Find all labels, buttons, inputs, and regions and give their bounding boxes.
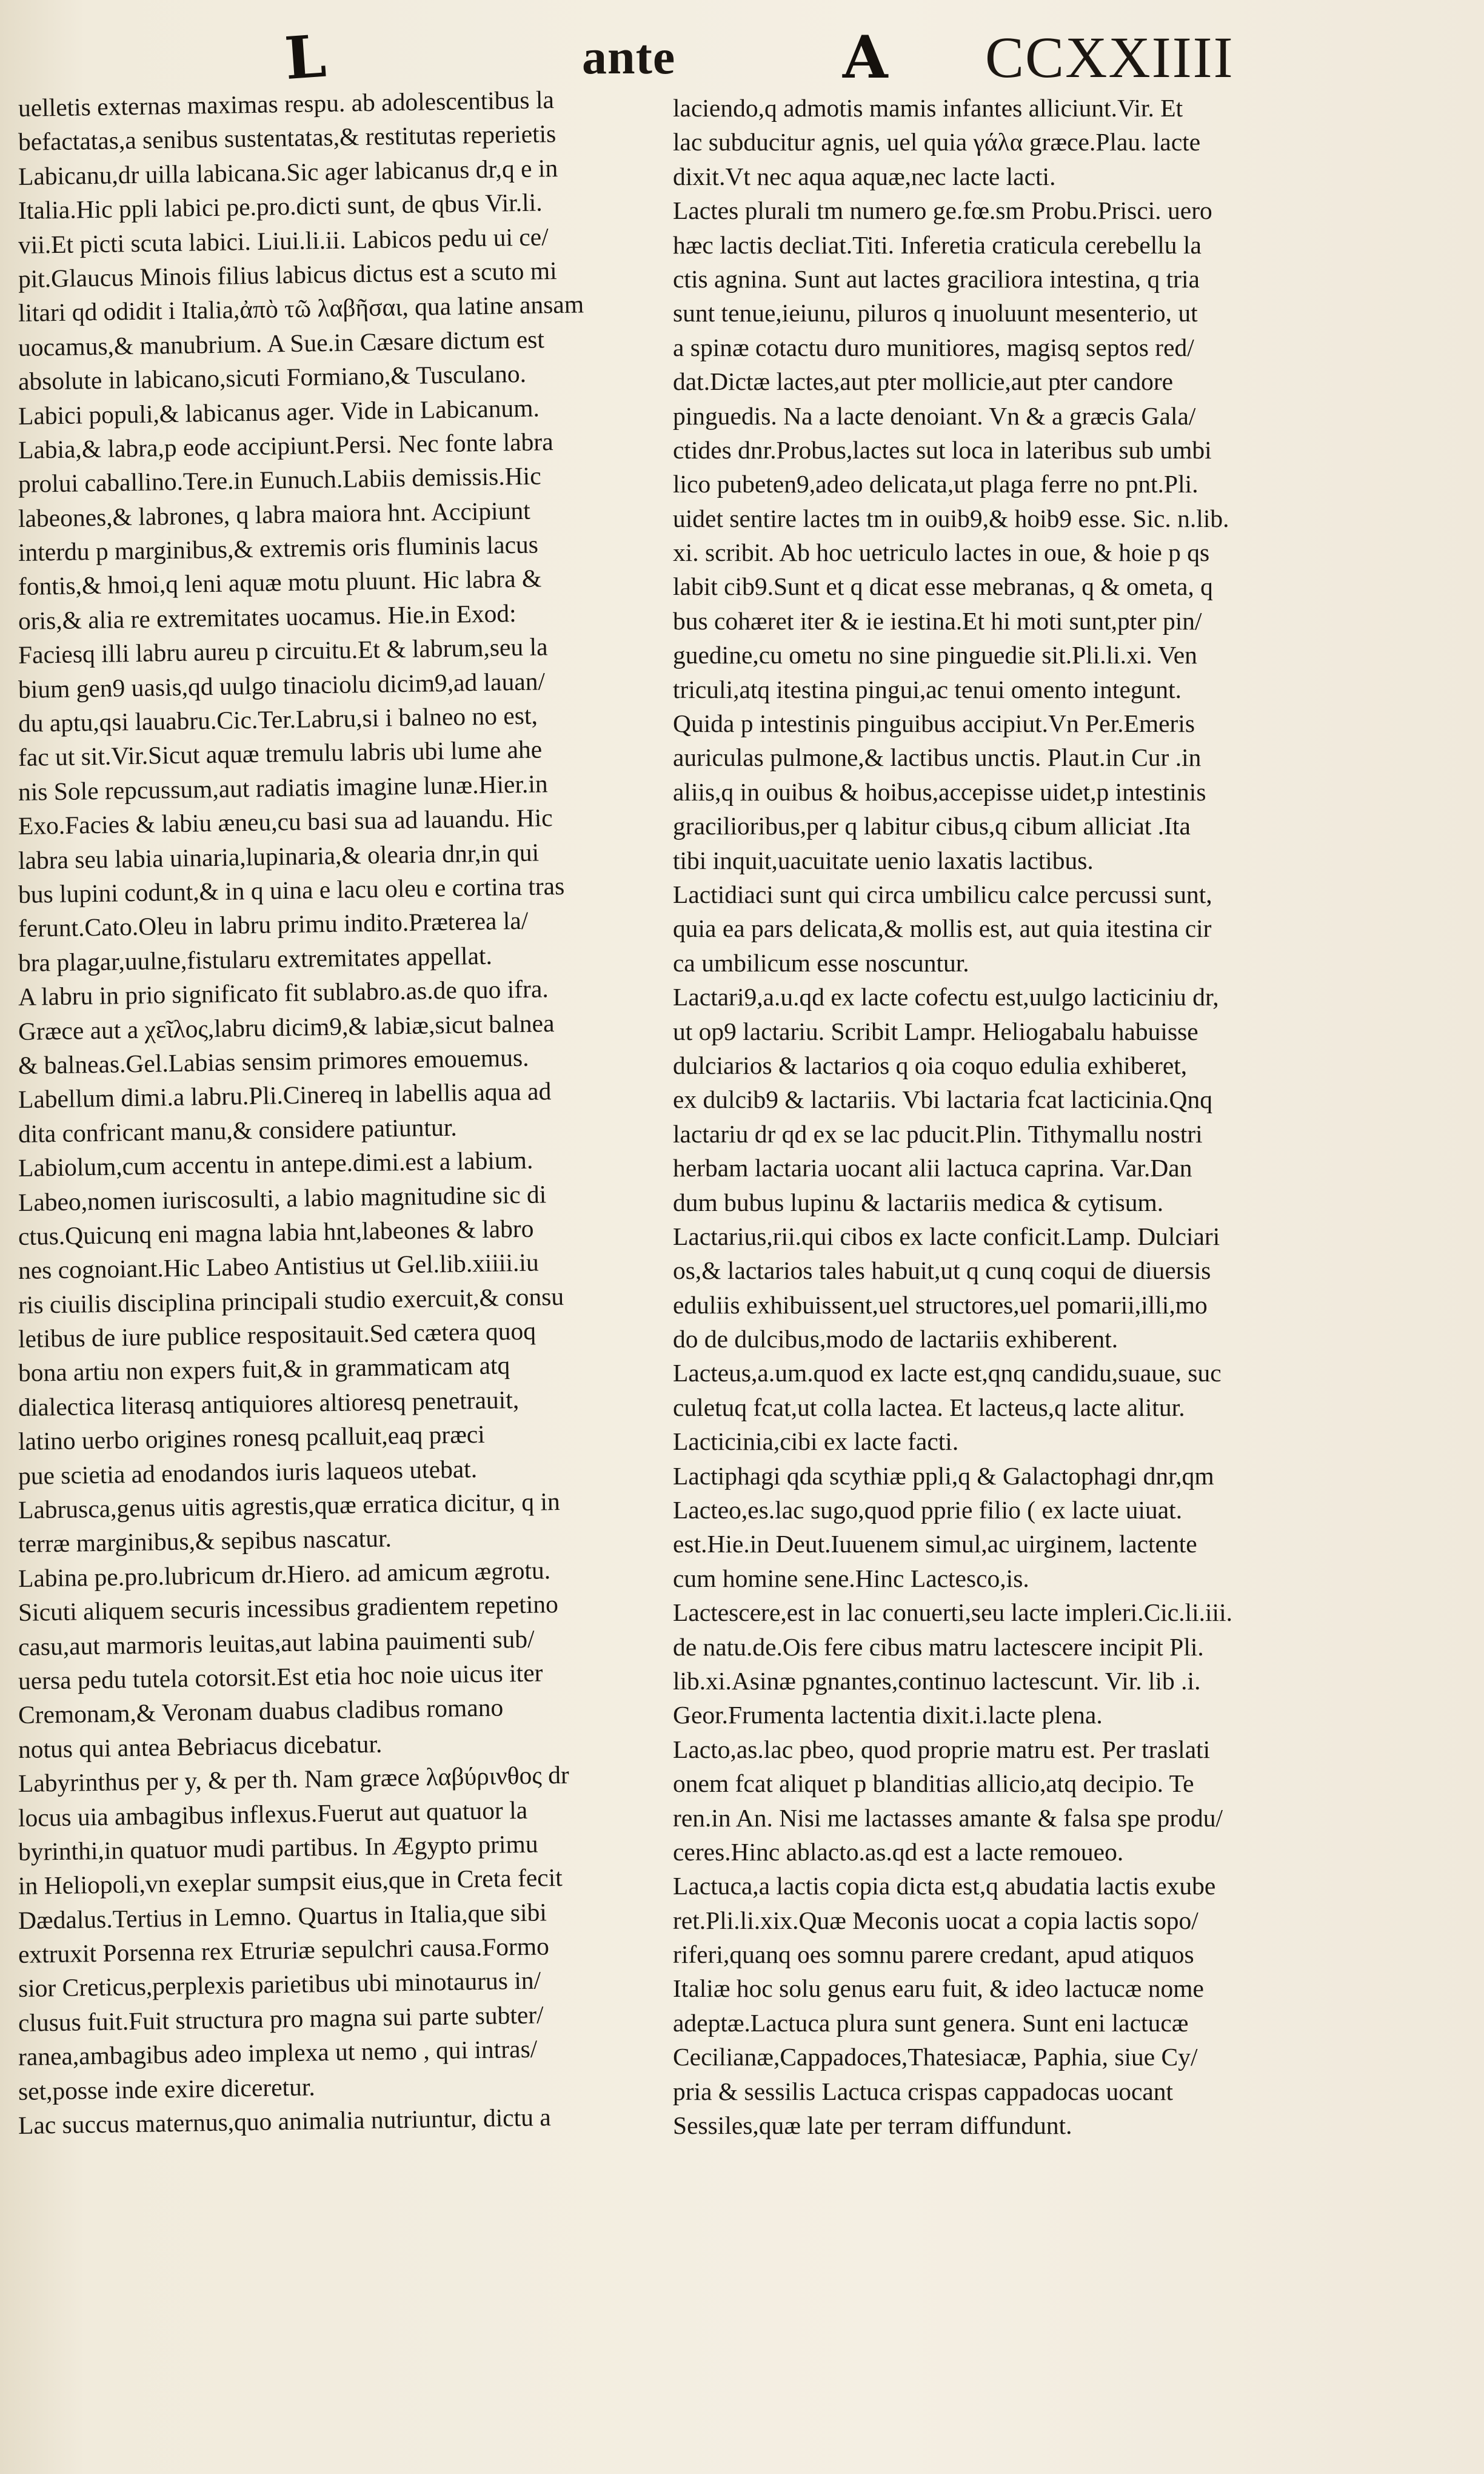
text-line: do de dulcibus,modo de lactariis exhiberent.	[673, 1325, 1118, 1353]
text-line: Exo.Facies & labiu æneu,cu basi sua ad lauandu. Hic	[18, 803, 553, 840]
text-line: Quida p intestinis pinguibus accipiut.Vn Per.Emeris	[673, 709, 1195, 738]
text-line: cum homine sene.Hinc Lactesco,is.	[673, 1564, 1029, 1592]
text-line: Lactes plurali tm numero ge.fœ.sm Probu.Prisci. uero	[673, 196, 1212, 225]
text-line: lico pubeten9,adeo delicata,ut plaga ferre no pnt.Pli.	[673, 470, 1198, 498]
text-line: ris ciuilis disciplina principali studio exercuit,& consu	[18, 1282, 564, 1319]
text-line: dum bubus lupinu & lactariis medica & cytisum.	[673, 1188, 1164, 1216]
text-line: dat.Dictæ lactes,aut pter mollicie,aut pter candore	[673, 367, 1174, 396]
text-line: Labia,& labra,p eode accipiunt.Persi. Nec fonte labra	[18, 427, 553, 464]
text-line: Labici populi,& labicanus ager. Vide in Labicanum.	[18, 394, 540, 430]
text-line: befactatas,a senibus sustentatas,& restitutas reperietis	[18, 119, 556, 156]
text-line: sunt tenue,ieiunu, piluros q inuoluunt mesenterio, ut	[673, 299, 1198, 327]
text-line: xi. scribit. Ab hoc uetriculo lactes in oue, & hoie p qs	[673, 538, 1210, 567]
text-line: Labiolum,cum accentu in antepe.dimi.est a labium.	[18, 1145, 533, 1182]
text-line: Lacteus,a.um.quod ex lacte est,qnq candidu,suaue, suc	[673, 1359, 1222, 1387]
text-line: Dædalus.Tertius in Lemno. Quartus in Italia,que sibi	[18, 1898, 547, 1934]
text-line: adeptæ.Lactuca plura sunt genera. Sunt eni lactucæ	[673, 2008, 1189, 2037]
text-line: fontis,& hmoi,q leni aquæ motu pluunt. Hic labra &	[18, 564, 542, 601]
text-line: Labellum dimi.a labru.Pli.Cinereq in labellis aqua ad	[18, 1077, 552, 1114]
text-line: clusus fuit.Fuit structura pro magna sui parte subter/	[18, 2000, 544, 2037]
header-word: ante	[582, 29, 676, 84]
header-right-letter: A	[843, 23, 888, 92]
left-text-column	[18, 85, 649, 2142]
text-line: auriculas pulmone,& lactibus unctis. Plaut.in Cur .in	[673, 743, 1202, 772]
text-line: Lactarius,rii.qui cibos ex lacte conficit.Lamp. Dulciari	[673, 1222, 1220, 1250]
text-line: labit cib9.Sunt et q dicat esse mebranas, q & ometa, q	[673, 572, 1213, 601]
text-line: litari qd odidit i Italia,ἀπὸ τῶ λαβῆσαι, qua latine ansam	[18, 290, 584, 327]
text-line: hæc lactis decliat.Titi. Inferetia craticula cerebellu la	[673, 230, 1202, 259]
text-line: Lacteo,es.lac sugo,quod pprie filio ( ex lacte uiuat.	[673, 1496, 1183, 1524]
text-line: gracilioribus,per q labitur cibus,q cibum alliciat .Ita	[673, 812, 1191, 840]
text-line: pue scietia ad enodandos iuris laqueos utebat.	[18, 1454, 478, 1490]
text-line: vii.Et picti scuta labici. Liui.li.ii. Labicos pedu ui ce/	[18, 222, 549, 259]
text-line: labeones,& labrones, q labra maiora hnt. Accipiunt	[18, 496, 530, 532]
text-line: ren.in An. Nisi me lactasses amante & falsa spe produ/	[673, 1803, 1223, 1832]
text-line: & balneas.Gel.Labias sensim primores emouemus.	[18, 1043, 529, 1079]
text-line: ctides dnr.Probus,lactes sut loca in lateribus sub umbi	[673, 435, 1212, 464]
text-line: ceres.Hinc ablacto.as.qd est a lacte remoueo.	[673, 1837, 1124, 1866]
text-line: absolute in labicano,sicuti Formiano,& Tusculano.	[18, 359, 527, 396]
text-line: Sessiles,quæ late per terram diffundunt.	[673, 2111, 1072, 2140]
text-line: onem fcat aliquet p blanditias allicio,atq decipio. Te	[673, 1769, 1194, 1798]
text-line: ferunt.Cato.Oleu in labru primu indito.Præterea la/	[18, 907, 529, 943]
text-line: Cremonam,& Veronam duabus cladibus romano	[18, 1693, 504, 1729]
text-line: Labina pe.pro.lubricum dr.Hiero. ad amicum ægrotu.	[18, 1556, 551, 1592]
text-line: bium gen9 uasis,qd uulgo tinaciolu dicim9,ad lauan/	[18, 666, 546, 703]
text-line: pinguedis. Na a lacte denoiant. Vn & a græcis Gala/	[673, 401, 1196, 430]
text-line: locus uia ambagibus inflexus.Fuerut aut quatuor la	[18, 1795, 528, 1832]
text-line: ctus.Quicunq eni magna labia hnt,labeones & labro	[18, 1214, 534, 1250]
text-line: Græce aut a χεῖλος,labru dicim9,& labiæ,sicut balnea	[18, 1008, 555, 1045]
text-line: byrinthi,in quatuor mudi partibus. In Ægypto primu	[18, 1829, 538, 1866]
text-line: ut op9 lactariu. Scribit Lampr. Heliogabalu habuisse	[673, 1017, 1198, 1045]
text-line: Faciesq illi labru aureu p circuitu.Et & labrum,seu la	[18, 632, 548, 669]
text-line: tibi inquit,uacuitate uenio laxatis lactibus.	[673, 846, 1094, 874]
text-line: bus lupini codunt,& in q uina e lacu oleu e cortina tras	[18, 871, 565, 908]
text-line: Cecilianæ,Cappadoces,Thatesiacæ, Paphia, siue Cy/	[673, 2043, 1198, 2071]
text-line: bona artiu non expers fuit,& in grammaticam atq	[18, 1351, 510, 1387]
text-line: fac ut sit.Vir.Sicut aquæ tremulu labris ubi lume ahe	[18, 735, 543, 772]
text-line: eduliis exhibuissent,uel structores,uel pomarii,illi,mo	[673, 1290, 1208, 1319]
text-line: Labrusca,genus uitis agrestis,quæ erratica dicitur, q in	[18, 1487, 561, 1524]
text-line: dialectica literasq antiquiores altioresq penetrauit,	[18, 1385, 520, 1421]
text-line: ret.Pli.li.xix.Quæ Meconis uocat a copia lactis sopo/	[673, 1906, 1198, 1934]
text-line: uelletis externas maximas respu. ab adolescentibus la	[18, 85, 555, 122]
text-line: lactariu dr qd ex se lac pducit.Plin. Tithymallu nostri	[673, 1119, 1203, 1148]
text-line: Lactidiaci sunt qui circa umbilicu calce percussi sunt,	[673, 880, 1212, 908]
text-line: Italiæ hoc solu genus earu fuit, & ideo lactucæ nome	[673, 1974, 1204, 2003]
text-line: quia ea pars delicata,& mollis est, aut quia itestina cir	[673, 914, 1212, 943]
running-header	[0, 18, 1484, 91]
text-line: laciendo,q admotis mamis infantes alliciunt.Vir. Et	[673, 94, 1183, 122]
text-line: oris,& alia re extremitates uocamus. Hie.in Exod:	[18, 598, 516, 635]
header-left-letter: L	[282, 21, 329, 93]
text-line: Sicuti aliquem securis incessibus gradientem repetino	[18, 1590, 559, 1627]
text-line: Lactari9,a.u.qd ex lacte cofectu est,uulgo lacticiniu dr,	[673, 983, 1219, 1011]
text-line: Italia.Hic ppli labici pe.pro.dicti sunt, de qbus Vir.li.	[18, 188, 543, 225]
text-line: extruxit Porsenna rex Etruriæ sepulchri causa.Formo	[18, 1932, 550, 1969]
text-line: dixit.Vt nec aqua aquæ,nec lacte lacti.	[673, 162, 1056, 190]
text-line: guedine,cu ometu no sine pinguedie sit.Pli.li.xi. Ven	[673, 641, 1197, 669]
text-line: uersa pedu tutela cotorsit.Est etia hoc noie uicus iter	[18, 1658, 543, 1695]
right-text-column	[673, 91, 1334, 2142]
text-line: lac subducitur agnis, uel quia γάλα græce.Plau. lacte	[673, 128, 1201, 156]
text-line: uocamus,& manubrium. A Sue.in Cæsare dictum est	[18, 325, 545, 361]
text-line: Lacticinia,cibi ex lacte facti.	[673, 1427, 959, 1456]
text-line: sior Creticus,perplexis parietibus ubi minotaurus in/	[18, 1966, 541, 2003]
text-line: latino uerbo origines ronesq pcalluit,eaq præci	[18, 1420, 486, 1456]
text-line: terræ marginibus,& sepibus nascatur.	[18, 1524, 392, 1558]
text-line: lib.xi.Asinæ pgnantes,continuo lactescunt. Vir. lib .i.	[673, 1666, 1201, 1695]
text-line: du aptu,qsi lauabru.Cic.Ter.Labru,si i balneo no est,	[18, 701, 538, 738]
text-line: Geor.Frumenta lactentia dixit.i.lacte plena.	[673, 1701, 1103, 1729]
text-line: pit.Glaucus Minois filius labicus dictus est a scuto mi	[18, 256, 557, 293]
text-line: A labru in prio significato fit sublabro.as.de quo ifra.	[18, 974, 549, 1011]
text-line: ctis agnina. Sunt aut lactes graciliora intestina, q tria	[673, 264, 1200, 293]
text-line: os,& lactarios tales habuit,ut q cunq coqui de diuersis	[673, 1256, 1211, 1285]
text-line: in Heliopoli,vn exeplar sumpsit eius,que in Creta fecit	[18, 1863, 563, 1900]
text-line: Labyrinthus per y, & per th. Nam græce λαβύρινθος dr	[18, 1760, 570, 1798]
text-line: pria & sessilis Lactuca crispas cappadocas uocant	[673, 2077, 1174, 2105]
text-line: Lactiphagi qda scythiæ ppli,q & Galactophagi dnr,qm	[673, 1461, 1214, 1490]
text-line: prolui caballino.Tere.in Eunuch.Labiis demissis.Hic	[18, 461, 541, 498]
text-line: riferi,quanq oes somnu parere credant, apud atiquos	[673, 1940, 1194, 1969]
text-line: labra seu labia uinaria,lupinaria,& olearia dnr,in qui	[18, 838, 540, 874]
text-line: herbam lactaria uocant alii lactuca caprina. Var.Dan	[673, 1154, 1192, 1182]
text-line: nes cognoiant.Hic Labeo Antistius ut Gel.lib.xiiii.iu	[18, 1248, 539, 1285]
text-line: ca umbilicum esse noscuntur.	[673, 948, 969, 977]
text-line: culetuq fcat,ut colla lactea. Et lacteus,q lacte alitur.	[673, 1393, 1185, 1421]
folio-number: CCXXIIII	[985, 25, 1234, 90]
text-line: est.Hie.in Deut.Iuuenem simul,ac uirginem, lactente	[673, 1530, 1197, 1558]
text-line: notus qui antea Bebriacus dicebatur.	[18, 1729, 383, 1763]
text-line: casu,aut marmoris leuitas,aut labina pauimenti sub/	[18, 1624, 535, 1661]
text-line: bra plagar,uulne,fistularu extremitates appellat.	[18, 941, 493, 977]
text-line: a spinæ cotactu duro munitiores, magisq septos red/	[673, 333, 1194, 361]
text-line: Labicanu,dr uilla labicana.Sic ager labicanus dr,q e in	[18, 153, 558, 190]
text-line: dita confricant manu,& considere patiuntur.	[18, 1113, 457, 1148]
text-line: interdu p marginibus,& extremis oris fluminis lacus	[18, 530, 539, 567]
text-line: ranea,ambagibus adeo implexa ut nemo , qui intras/	[18, 2034, 538, 2071]
text-line: Lactescere,est in lac conuerti,seu lacte impleri.Cic.li.iii.	[673, 1598, 1232, 1627]
text-line: uidet sentire lactes tm in ouib9,& hoib9 esse. Sic. n.lib.	[673, 504, 1229, 532]
text-line: Lactuca,a lactis copia dicta est,q abudatia lactis exube	[673, 1872, 1216, 1900]
text-line: Lacto,as.lac pbeo, quod proprie matru est. Per traslati	[673, 1735, 1211, 1763]
text-line: ex dulcib9 & lactariis. Vbi lactaria fcat lacticinia.Qnq	[673, 1085, 1212, 1114]
text-line: dulciarios & lactarios q oia coquo edulia exhiberet,	[673, 1051, 1188, 1079]
text-line: set,posse inde exire diceretur.	[18, 2072, 316, 2105]
text-line: de natu.de.Ois fere cibus matru lactescere incipit Pli.	[673, 1632, 1204, 1661]
text-line: nis Sole repcussum,aut radiatis imagine lunæ.Hier.in	[18, 769, 548, 806]
text-line: Lac succus maternus,quo animalia nutriuntur, dictu a	[18, 2103, 552, 2140]
text-line: aliis,q in ouibus & hoibus,accepisse uidet,p intestinis	[673, 777, 1206, 806]
text-line: bus cohæret iter & ie iestina.Et hi moti sunt,pter pin/	[673, 606, 1202, 635]
text-line: triculi,atq itestina pingui,ac tenui omento integunt.	[673, 675, 1182, 703]
text-line: letibus de iure publice respositauit.Sed cætera quoq	[18, 1316, 536, 1353]
text-line: Labeo,nomen iuriscosulti, a labio magnitudine sic di	[18, 1179, 547, 1216]
